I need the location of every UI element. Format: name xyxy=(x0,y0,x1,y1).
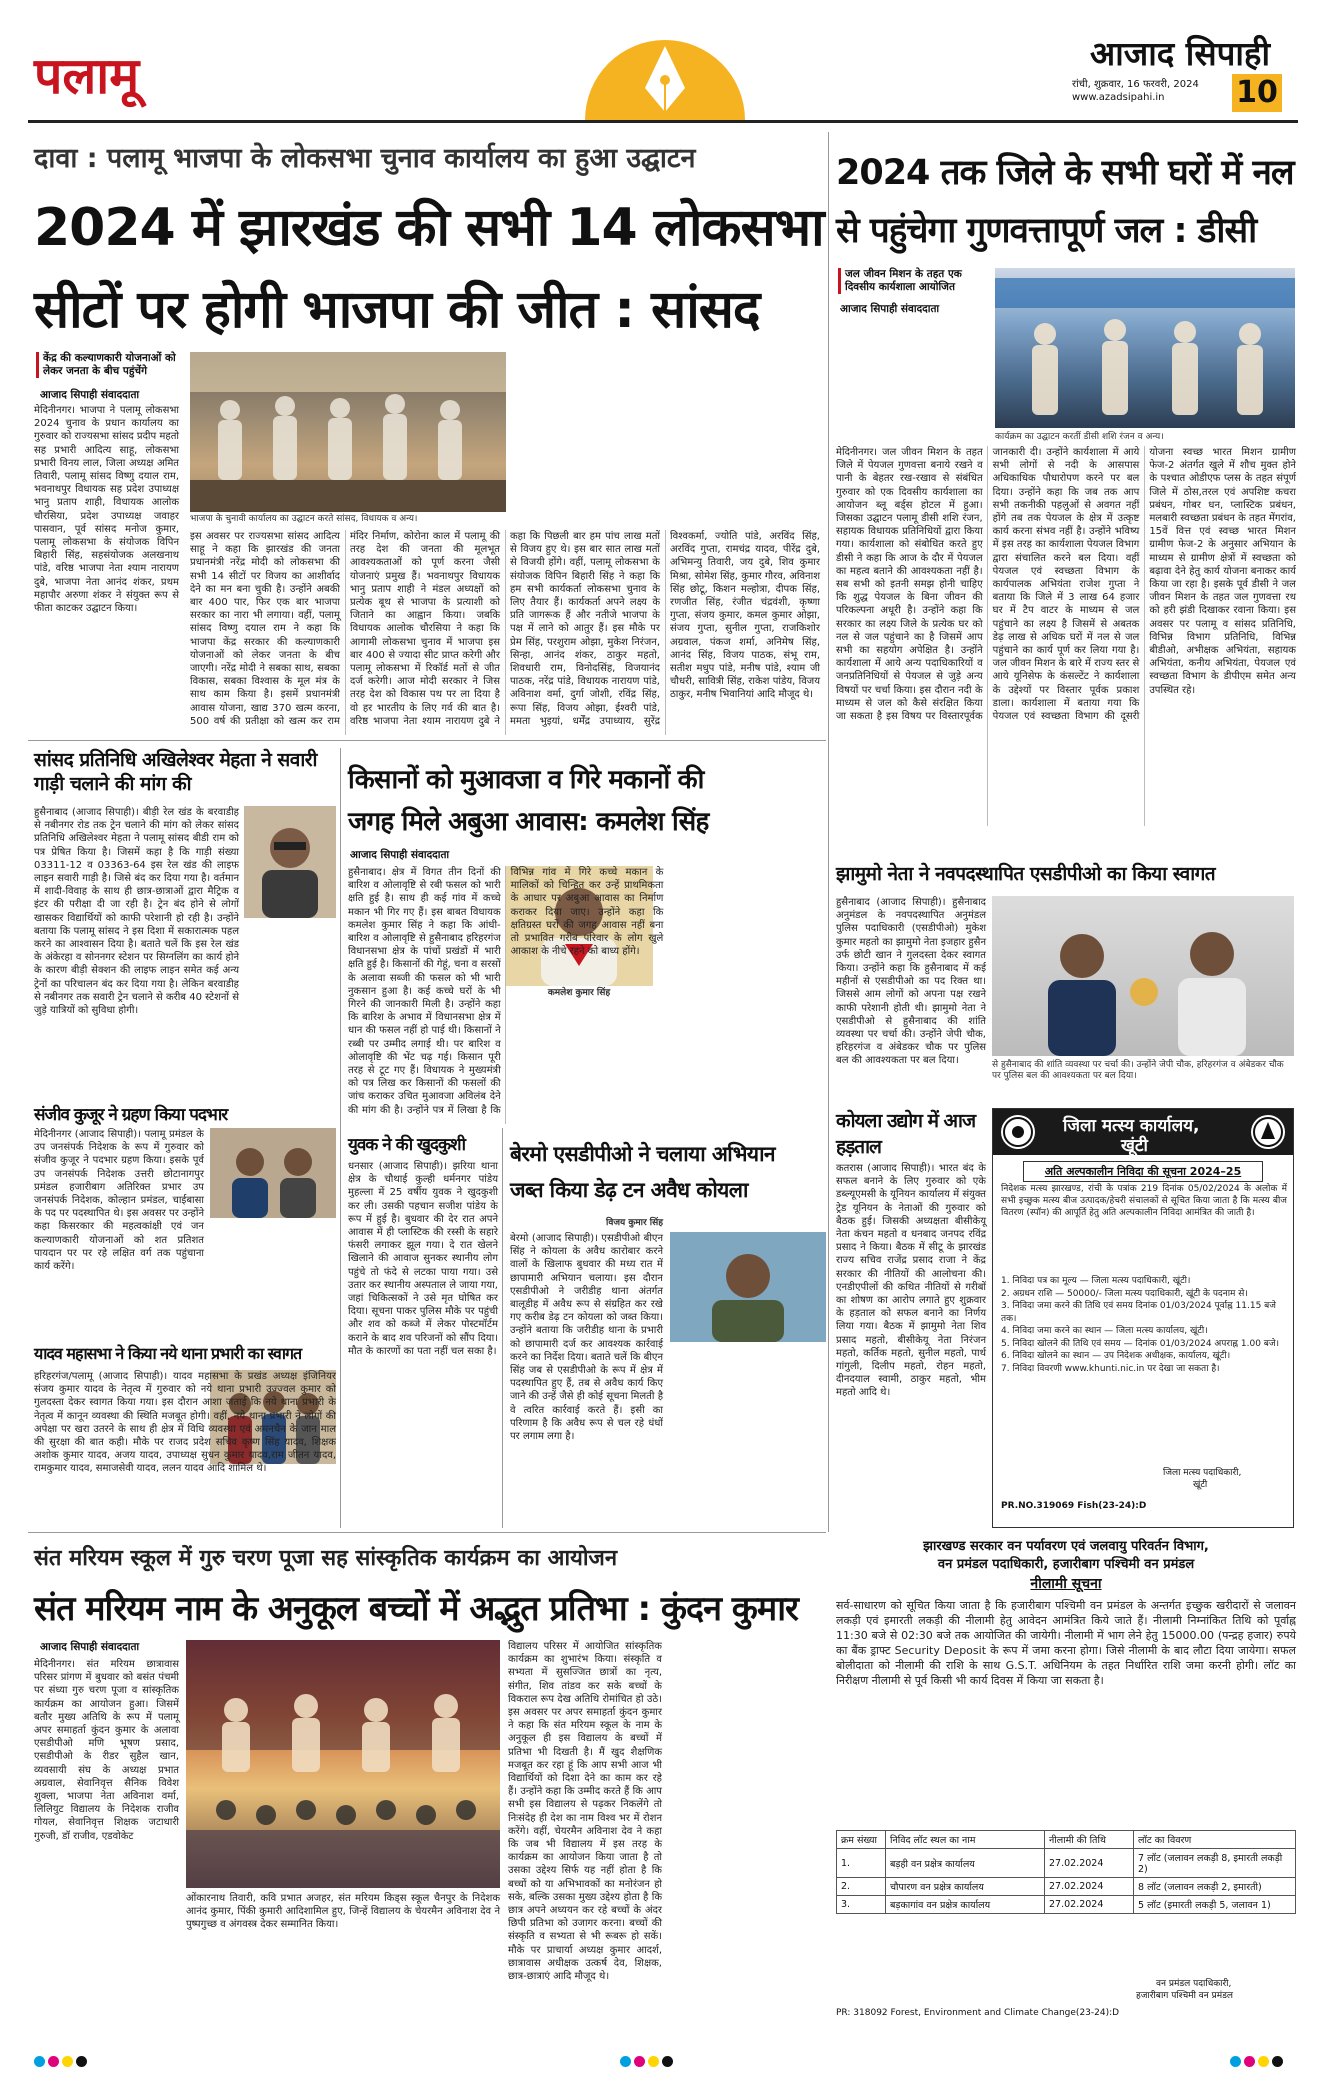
bermo-body: बेरमो (आजाद सिपाही)। एसडीपीओ बीएन सिंह ने कोयला के अवैध कारोबार करने वालों के खिलाफ बुधवार की मध्य रात में छापामारी अभियान चलाया। इस दौरान एसडीपीओ ने जरीडीह थाना अंतर्गत बालूडीह में अवैध रूप से संग्रहित कर रखे गए करीब डेढ़ टन कोयला को जब्त किया। उन्होंने बताया कि जरीडीह थाना के प्रभारी को छापामारी दर्ज कर आवश्यक कार्रवाई करने का निर्देश दिया। बताते चलें कि बीएन सिंह जब से एसडीपीओ के रूप में क्षेत्र में पदस्थापित हुए हैं, तब से अवैध कार्य किए जाने की उन्हें जैसे ही कोई सूचना मिलती है वे त्वरित कार्रवाई करते हैं। इसी का परिणाम है कि अवैध रूप से चल रहे धंधों पर लगाम लगा है। xyxy=(510,1233,663,1443)
table-row xyxy=(837,1896,1296,1914)
forest-signoff-2: हजारीबाग पश्चिमी वन प्रमंडल xyxy=(1136,1991,1234,2001)
fisheries-signoff-1: जिला मत्स्य पदाधिकारी, xyxy=(1163,1468,1242,1478)
lead-body-main: इस अवसर पर राज्यसभा सांसद आदित्य साहू ने कहा कि झारखंड की जनता प्रधानमंत्री नरेंद्र मोदी को लोकसभा की सभी 14 सीटों पर विजय का आशीर्वाद देने का मन बना चुकी है। उन्होंने अबकी बार 400 पार, फिर एक बार भाजपा सरकार का नारा भी लगाया। वहीं, पलामू सांसद विष्णु दयाल राम ने कहा कि भाजपा केंद्र सरकार की कल्याणकारी योजनाओं को लेकर जनता के बीच जाएगी। नरेंद्र मोदी ने सबका साथ, सबका विकास, सबका विश्वास के मूल मंत्र के साथ काम किया है। इसमें प्रधानमंत्री आवास योजना, खाद्य 370 खत्म करना, 500 वर्ष की प्रतीक्षा को खत्म कर राम मंदिर निर्माण, कोरोना काल में पलामू की तरह देश की जनता की मूलभूत आवश्यकताओं को पूर्ण करना जैसी योजनाएं प्रमुख हैं। भवनाथपुर विधायक भानु प्रताप शाही ने मंडल अध्यक्षों को प्रत्येक बूथ से भाजपा के प्रत्याशी को जिताने का आह्वान किया। जबकि विधायक आलोक चौरसिया ने कहा कि आगामी लोकसभा चुनाव में भाजपा इस बार 400 से ज्यादा सीट प्राप्त करेगी और पलामू लोकसभा में रिकॉर्ड मतों से जीत दर्ज करेगी। आज मोदी सरकार ने जिस तरह देश को विकास पथ पर ला दिया है वो हर भारतीय के लिए गर्व की बात है। वरिष्ठ भाजपा नेता श्याम नारायण दुबे ने कहा कि पिछली बार हम पांच लाख मतों से विजय हुए थे। इस बार सात लाख मतों से विजयी होंगे। वहीं, पलामू लोकसभा के संयोजक विपिन बिहारी सिंह ने कहा कि हम सभी कार्यकर्ता लोकसभा चुनाव के लिए तैयार हैं। कार्यकर्ता अपने लक्ष्य के प्रति जागरूक हैं और नतीजे भाजपा के पक्ष में लाने को आतुर हैं। इस मौके पर प्रेम सिंह, परशुराम ओझा, मुकेश निरंजन, सिन्हा, आनंद शंकर, ठाकुर महतो, शिवधारी राम, विनोदसिंह, विजयानंद पाठक, नरेंद्र पांडे, विधायक नारायण पांडे, अविनाश वर्मा, दुर्गा जोशी, रविंद्र सिंह, रूपा सिंह, विजय ओझा, ईश्वरी पांडे, ममता भुइयां, धर्मेंद्र उपाध्याय, सुरेंद्र विश्वकर्मा, ज्योति पांडे, अरविंद सिंह, अरविंद गुप्ता, रामचंद्र यादव, पीरेंद्र दुबे, अभिमन्यु तिवारी, जय दुबे, शिव कुमार मिश्रा, सोमेश सिंह, कुमार गौरव, अविनाश सिंह छोटू, किशन मल्होत्रा, दीपक सिंह, रणजीत सिंह, रंजीत चंद्रवंशी, कृष्णा गुप्ता, संजय कुमार, कमल कुमार ओझा, संजय गुप्ता, सुनील गुप्ता, राजकिशोर अग्रवाल, पंकज शर्मा, अनिमेष सिंह, आनंद सिंह, विजय पाठक, संभू राम, सतीश मधुप पांडे, मनीष पांडे, श्याम जी चौधरी, सावित्री सिंह, राकेश पांडेय, विजय ठाकुर, मनीष भिवानियां आदि मौजूद थे। xyxy=(190,531,820,727)
fisheries-item: 3. निविदा जमा करने की तिथि एवं समय दिनांक 01/03/2024 पूर्वाह्न 11.15 बजे तक। xyxy=(1001,1301,1276,1324)
fisheries-header xyxy=(993,1109,1293,1155)
lead-headline-1: 2024 में झारखंड की सभी 14 लोकसभा xyxy=(34,198,824,258)
forest-header-1: झारखण्ड सरकार वन पर्यावरण एवं जलवायु परिवर्तन विभाग, xyxy=(923,1539,1209,1554)
table-header: निविद लॉट स्थल का नाम xyxy=(886,1831,1045,1849)
lead-body-left: मेदिनीनगर। भाजपा ने पलामू लोकसभा 2024 चुनाव के प्रधान कार्यालय का गुरुवार को राज्यसभा सांसद प्रदीप महतो सह प्रभारी आदित्य साहू, लोकसभा प्रभारी विनय लाल, जिला अध्यक्ष अमित तिवारी, पलामू सांसद विष्णु दयाल राम, भवनाथपुर विधायक सह प्रदेश उपाध्यक्ष भानु प्रताप शाही, विधायक आलोक चौरसिया, प्रदेश उपाध्यक्ष जवाहर पासवान, पूर्व सांसद मनोज कुमार, पलामू लोकसभा के संयोजक विपिन बिहारी सिंह, सहसंयोजक अलखनाथ पांडे, वरिष्ठ भाजपा नेता श्याम नारायण दुबे, भाजपा नेता आनंद शंकर, प्रथम महापौर अरुणा शंकर ने संयुक्त रूप से फीता काटकर उद्घाटन किया। xyxy=(34,405,179,615)
lead-headline-2: सीटों पर होगी भाजपा की जीत : सांसद xyxy=(34,280,760,340)
water-sidebar: जल जीवन मिशन के तहत एक दिवसीय कार्यशाला आयोजित xyxy=(838,268,988,294)
khudkushi-headline: युवक ने की खुदकुशी xyxy=(348,1135,465,1155)
forest-notice xyxy=(836,1536,1296,2024)
website: www.azadsipahi.in xyxy=(1072,92,1165,103)
rail-body: हुसैनाबाद (आजाद सिपाही)। बीड़ी रेल खंड के बरवाडीह से नबीनगर रोड तक ट्रेन चलाने की मांग को लेकर सांसद प्रतिनिधि अखिलेश्वर मेहता ने पलामू सांसद बीडी राम को पत्र प्रेषित किया है। जिसमें कहा है कि गाड़ी संख्या 03311-12 व 03363-64 इस रेल खंड की लाइफ लाइन सवारी गाड़ी है। जिसे बंद कर दिया गया है। वर्तमान में शादी-विवाह के साथ ही छात्र-छात्राओं द्वारा मैट्रिक व इंटर की परीक्षा दी जा रही है। ट्रेन बंद होने से लोगों खासकर विद्यार्थियों को काफी परेशानी हो रही है। उन्होंने बताया कि पलामू सांसद ने इस दिशा में सकारात्मक पहल करने का आश्वासन दिया है। बताते चलें कि इस रेल खंड के अंकेरहा व सोननगर स्टेशन पर सिग्नलिंग का कार्य होने के कारण बीड़ी सेक्शन की लाइफ लाइन समेत कई अन्य ट्रेनों का परिचालन बंद कर दिया गया है। लेकिन बरवाडीह से नबीनगर तक सवारी ट्रेन चलाने से करीब 40 स्टेशनों से जुड़े यात्रियों को सुविधा होगी। xyxy=(34,807,239,1017)
kisan-headline-1: किसानों को मुआवजा व गिरे मकानों की xyxy=(348,765,704,795)
pen-nib-logo xyxy=(575,28,755,120)
forest-header-3: नीलामी सूचना xyxy=(1030,1576,1102,1592)
fisheries-office-1: जिला मत्स्य कार्यालय, xyxy=(1063,1116,1200,1136)
masthead-rule xyxy=(28,120,1298,123)
table-row xyxy=(837,1849,1296,1878)
fisheries-notice xyxy=(992,1108,1294,1528)
fisheries-item: 6. निविदा खोलने का स्थान — उप निदेशक अधीक्षक, कार्यालय, खूंटी। xyxy=(1001,1351,1231,1361)
khudkushi-body: धनसार (आजाद सिपाही)। झरिया थाना क्षेत्र के चौथाई कुल्ही धर्मनगर पांडेय मुहल्ला में 25 वर्षीय युवक ने खुदकुशी कर ली। उसकी पहचान सजीश पांडेय के रूप में हुई है। बुधवार की देर रात अपने आवास में ही प्लास्टिक की रस्सी के सहारे फंसरी लगाकर झूल गया। दे रात खेलने खिलाने की आवाज सुनकर स्थानीय लोग पहुंचे तो फंदे से लटका पाया गया। उसे उतार कर स्थानीय अस्पताल ले जाया गया, जहां चिकित्सकों ने उसे मृत घोषित कर दिया। सूचना पाकर पुलिस मौके पर पहुंची और शव को कब्जे में लेकर पोस्टमॉर्टम कराने के बाद शव परिजनों को सौंप दिया। मौत के कारणों का पता नहीं चल सका है। xyxy=(348,1161,498,1357)
water-photo-caption: कार्यक्रम का उद्घाटन करतीं डीसी शशि रंजन व अन्य। xyxy=(995,432,1164,442)
bermo-headline-2: जब्त किया डेढ़ टन अवैध कोयला xyxy=(510,1178,748,1202)
table-header: लॉट का विवरण xyxy=(1134,1831,1296,1849)
table-cell: 7 लॉट (जलावन लकड़ी 8, इमारती लकड़ी 2) xyxy=(1134,1849,1296,1878)
table-cell: 3. xyxy=(837,1896,886,1914)
forest-body: सर्व-साधारण को सूचित किया जाता है कि हजारीबाग पश्चिमी वन प्रमंडल के अन्तर्गत इच्छुक खरीदारों से जलावन लकड़ी एवं इमारती लकड़ी की नीलामी हेतु आवेदन आमंत्रित किये जाते हैं। नीलामी निम्नांकित तिथि को पूर्वाह्न 11:30 बजे से 02:30 बजे तक आयोजित की जायेगी। नीलामी में भाग लेने हेतु 15000.00 (पन्द्रह हजार) रुपये का बैंक ड्राफ्ट Security Deposit के रूप में जमा करना होगा। जिसे नीलामी के बाद लौटा दिया जायेगा। सफल बोलीदाता को नीलामी की राशि के साथ G.S.T. अधिनियम के तहत निर्धारित राशि जमा करनी होगी। लॉट का निरीक्षण नीलामी से पूर्व किसी भी कार्य दिवस में किया जा सकता है। xyxy=(836,1599,1296,1687)
table-cell: 27.02.2024 xyxy=(1045,1878,1134,1896)
water-body: मेदिनीनगर। जल जीवन मिशन के तहत जिले में पेयजल गुणवत्ता बनाये रखने व पानी के बेहतर रख-रखाव से संबंधित गुरुवार को एक दिवसीय कार्यशाला का आयोजन ब्लू बर्ड्स होटल में हुआ। जिसका उद्घाटन पलामू डीसी शशि रंजन, सहायक विधायक प्रतिनिधियों द्वारा किया गया। कार्यशाला को संबोधित करते हुए डीसी ने कहा कि आज के दौर में पेयजल का महत्व बताने की आवश्यकता नहीं है। सब सभी को इतनी समझ होनी चाहिए कि शुद्ध पेयजल के बिना जीवन की परिकल्पना अधूरी है। उन्होंने कहा कि सरकार का लक्ष्य जिले के प्रत्येक घर को नल से जल पहुंचाने का है जिसमें आप सभी का सहयोग अपेक्षित है। उन्होंने कार्यशाला में आये अन्य पदाधिकारियों व जनप्रतिनिधियों से पेयजल से जुड़े अन्य विषयों पर चर्चा किया। इस दौरान नदी के माध्यम से जल को कैसे संरक्षित किया जा सकता है इस विषय पर विस्तारपूर्वक जानकारी दी। उन्होंने कार्यशाला में आये सभी लोगों से नदी के आसपास अधिकाधिक पौधारोपण करने पर बल दिया। उन्होंने कहा कि जब तक आप सभी तकनीकी पहलुओं से अवगत नहीं होंगे तब तक पेयजल के क्षेत्र में उत्कृष्ट कार्य करना संभव नहीं है। उन्होंने भविष्य में इस तरह का कार्यशाला पेयजल विभाग द्वारा संचालित करने बल दिया। वहीं पेयजल एवं स्वच्छता विभाग के कार्यपालक अभियंता राजेश गुप्ता ने बताया कि जिले में 3 लाख 64 हजार घर में टैप वाटर के माध्यम से जल पहुंचाने का लक्ष्य है जिसमें से अबतक डेढ़ लाख से अधिक घरों में नल से जल पहुंचाने का कार्य पूर्ण कर लिया गया है। जल जीवन मिशन के बारे में राज्य स्तर से आये यूनिसेफ के कंसल्टेंट ने कार्यशाला के उद्देश्यों पर विस्तार पूर्वक प्रकाश डाला। कार्यशाला में बताया गया कि पेयजल एवं स्वच्छता विभाग की दूसरी योजना स्वच्छ भारत मिशन ग्रामीण फेज-2 अंतर्गत खुले में शौच मुक्त होने के पश्चात ओडीएफ प्लस के तहत संपूर्ण जिले में ठोस,तरल एवं अपशिष्ट कचरा प्रबंधन, गोबर धन, प्लास्टिक प्रबंधन, मलबारी स्वच्छता प्रबंधन के तहत मेंगरांव, 15वें वित्त एवं स्वच्छ भारत मिशन ग्रामीण फेज-2 के अनुसार अभियान के माध्यम से ग्रामीण क्षेत्रों में स्वच्छता को बढ़ावा देने हेतु कार्य योजना बनाकर कार्य किया जा रहा है। इसके पूर्व डीसी ने जल जीवन मिशन के तहत जल गुणवत्ता रथ को हरी झंडी दिखाकर रवाना किया। इस अवसर पर पलामू व सांसद प्रतिनिधि, विभिन्न विभाग प्रतिनिधि, विभिन्न बीडीओ, अभीक्षक अभियंता, सहायक अभियंता, कनीय अभियंता, पेयजल एवं स्वच्छता विभाग के डीपीएम समेत अन्य उपस्थित रहे। xyxy=(836,447,1296,723)
school-body-left: मेदिनीनगर। संत मरियम छात्रावास परिसर प्रांगण में बुधवार को बसंत पंचमी पर संध्या गुरु चरण पूजा व सांस्कृतिक कार्यक्रम का आयोजन हुआ। जिसमें बतौर मुख्य अतिथि के रूप में पलामू अपर समाहर्ता कुंदन कुमार के अलावा एसडीपीओ मणि भूषण प्रसाद, एसडीपीओ के रीडर सुहैल खान, व्यवसायी संघ के अध्यक्ष प्रभात अग्रवाल, सेवानिवृत्त सैनिक विवेश शुक्ला, भाजपा नेता अविनाश वर्मा, लिलियुट विद्यालय के निदेशक राजीव गोयल, सेवानिवृत्त शिक्षक जटाधारी गुरुजी, डॉ राजीव, एडवोकेट xyxy=(34,1659,179,1842)
water-byline: आजाद सिपाही संवाददाता xyxy=(840,303,940,315)
koyla-headline: कोयला उद्योग में आज हड़ताल xyxy=(836,1110,976,1158)
fisheries-intro: निदेशक मत्स्य झारखण्ड, रांची के पत्रांक 219 दिनांक 05/02/2024 के अलोक में सभी इच्छुक मत्स्य बीज उत्पादक/हेचरी संचालकों से सूचित किया जाता है कि मत्स्य बीज वितरण (स्पॉन) की आपूर्ति हेतु अति अल्पकालीन निविदा आमंत्रित की जाती है। xyxy=(1001,1184,1287,1218)
divider-mid xyxy=(502,1128,503,1528)
jmm-body: हुसैनाबाद (आजाद सिपाही)। हुसैनाबाद अनुमंडल के नवपदस्थापित अनुमंडल पुलिस पदाधिकारी (एसडीपीओ) मुकेश कुमार महतो का झामुमो नेता इजहार हुसैन उर्फ छोटी खान ने गुलदस्ता देकर स्वागत किया। उन्होंने कहा कि हुसैनाबाद में कई महीनों से एसडीपीओ का पद रिक्त था। जिससे आम लोगों को अपना पक्ष रखने काफी परेशानी होती थी। झामुमो नेता ने एसडीपीओ से हुसैनाबाद की शांति व्यवस्था पर चर्चा की। उन्होंने जेपी चौक, हरिहरगंज व अंबेडकर चौक पर पुलिस बल की आवश्यकता पर बल दिया। xyxy=(836,897,986,1067)
masthead xyxy=(0,0,1325,118)
kisan-byline: आजाद सिपाही संवाददाता xyxy=(350,849,450,861)
table-cell: 8 लॉट (जलावन लकड़ी 2, इमारती) xyxy=(1134,1878,1296,1896)
table-header-row xyxy=(837,1831,1296,1849)
fisheries-item: 7. निविदा विवरणी www.khunti.nic.in पर देखा जा सकता है। xyxy=(1001,1363,1220,1374)
lead-photo-caption: भाजपा के चुनावी कार्यालय का उद्घाटन करते सांसद, विधायक व अन्य। xyxy=(190,514,418,524)
table-cell: 5 लॉट (इमारती लकड़ी 5, जलावन 1) xyxy=(1134,1896,1296,1914)
column-divider xyxy=(828,132,829,1532)
forest-header-2: वन प्रमंडल पदाधिकारी, हजारीबाग पश्चिमी वन प्रमंडल xyxy=(937,1557,1195,1572)
table-cell: 1. xyxy=(837,1849,886,1878)
thana-body: हरिहरगंज/पलामू (आजाद सिपाही)। यादव महासभा के प्रखंड अध्यक्ष इंजिनियर संजय कुमार यादव के नेतृत्व में गुरुवार को नये थाना प्रभारी उज्ज्वल कुमार को गुलदस्ता देकर स्वागत किया गया। इस दौरान आशा जताई कि नये थाना प्रभारी के नेतृत्व में कानून व्यवस्था की स्थिति मजबूत होगी। वहीं, नये थाना प्रभारी ने लोगों की अपेक्षा पर खरा उतरने के साथ ही क्षेत्र में विधि व्यवस्था एवं अमनचैन के जान माल की सुरक्षा की बात कही। मौके पर राजद प्रदेश सचिव कृष्ण सिंह यादव, शिक्षक अशोक कुमार यादव, अजय यादव, उपाध्यक्ष सुधन कुमार यादव,राम जीतन यादव, रामकुमार यादव, समाजसेवी यादव, ललन यादव आदि शामिल थे। xyxy=(34,1371,336,1475)
water-headline-1: 2024 तक जिले के सभी घरों में नल xyxy=(836,153,1294,193)
table-cell: चौपारण वन प्रक्षेत्र कार्यालय xyxy=(886,1878,1045,1896)
school-byline: आजाद सिपाही संवाददाता xyxy=(40,1641,140,1653)
section-divider-school xyxy=(28,1532,826,1533)
fisheries-title: अति अल्पकालीन निविदा की सूचना 2024–25 xyxy=(1023,1161,1263,1182)
bermo-photo-label: विजय कुमार सिंह xyxy=(606,1218,663,1228)
forest-pr-no: PR: 318092 Forest, Environment and Climate Change(23-24):D xyxy=(836,2008,1120,2018)
footer-color-dots-left xyxy=(34,2052,90,2071)
kujur-photo xyxy=(210,1128,336,1218)
dateline: रांची, शुक्रवार, 16 फरवरी, 2024 xyxy=(1072,79,1199,90)
rail-headline: सांसद प्रतिनिधि अखिलेश्वर मेहता ने सवारी गाड़ी चलाने की मांग की xyxy=(34,749,317,795)
lead-byline: आजाद सिपाही संवाददाता xyxy=(40,389,140,401)
school-photo xyxy=(186,1640,500,1888)
paper-name: आजाद सिपाही xyxy=(1090,34,1270,73)
forest-signoff-1: वन प्रमंडल पदाधिकारी, xyxy=(1156,1979,1232,1989)
bermo-headline-1: बेरमो एसडीपीओ ने चलाया अभियान xyxy=(510,1142,775,1166)
rail-photo xyxy=(244,806,336,918)
section-title: पलामू xyxy=(34,46,140,105)
water-headline-2: से पहुंचेगा गुणवत्तापूर्ण जल : डीसी xyxy=(836,211,1257,251)
page-number: 10 xyxy=(1232,74,1282,112)
lead-photo xyxy=(190,352,506,512)
school-body-right: विद्यालय परिसर में आयोजित सांस्कृतिक कार्यक्रम का शुभारंभ किया। संस्कृति व सभ्यता में सुसज्जित छात्रों का नृत्य, संगीत, शिव तांडव कर सके बच्चों के विकराल रूप देख अतिथि रोमांचित हो उठे। इस अवसर पर अपर समाहर्ता कुंदन कुमार ने कहा कि संत मरियम स्कूल के नाम के अनुकूल ही इस विद्यालय के बच्चों में प्रतिभा भी दिखती है। मैं खुद शैक्षणिक मजबूत कर रहा हूं कि आप सभी आज भी विद्यार्थियों को दिशा देने का काम कर रहे हैं। उन्होंने कहा कि उम्मीद करते हैं कि आप सभी इस विद्यालय से पढ़कर निकलेंगे तो निःसंदेह ही देश का नाम विश्व भर में रोशन करेंगे। वहीं, चेयरमैन अविनाश देव ने कहा कि जब भी विद्यालय में इस तरह के कार्यक्रम का आयोजन किया जाता है तो उसका उद्देश्य सिर्फ यह नहीं होता है कि बच्चों को या अभिभावकों का मनोरंजन हो सके, बल्कि उसका मुख्य उद्देश्य होता है कि छात्र अपने अध्ययन कर रहे बच्चों के अंदर छिपी प्रतिभा को उजागर करना। बच्चों की संस्कृति व सभ्यता से भी रूबरू हो सकें। मौके पर प्राचार्या अध्यक्ष कुमार आदर्श, छात्रावास अधीक्षक उत्कर्ष देव, शिक्षक, छात्र-छात्राएं आदि मौजूद थे। xyxy=(508,1641,662,1983)
emblem-icon xyxy=(1001,1115,1035,1149)
section-divider xyxy=(28,740,826,741)
fisheries-items xyxy=(1001,1275,1287,1461)
table-cell: बड़ही वन प्रक्षेत्र कार्यालय xyxy=(886,1849,1045,1878)
fisheries-item: 1. निविदा पत्र का मूल्य — जिला मत्स्य पदाधिकारी, खूंटी। xyxy=(1001,1276,1191,1286)
table-cell: 27.02.2024 xyxy=(1045,1896,1134,1914)
jmm-headline: झामुमो नेता ने नवपदस्थापित एसडीपीओ का किया स्वागत xyxy=(836,863,1216,885)
school-kicker: संत मरियम स्कूल में गुरु चरण पूजा सह सांस्कृतिक कार्यक्रम का आयोजन xyxy=(34,1546,618,1571)
kisan-photo-label: कमलेश कुमार सिंह xyxy=(547,988,611,998)
table-row xyxy=(837,1878,1296,1896)
table-cell: 27.02.2024 xyxy=(1045,1849,1134,1878)
table-header: नीलामी की तिथि xyxy=(1045,1831,1134,1849)
thana-headline: यादव महासभा ने किया नये थाना प्रभारी का स्वागत xyxy=(34,1344,302,1363)
fisheries-office-2: खूंटी xyxy=(1121,1136,1148,1156)
fisheries-item: 5. निविदा खोलने की तिथि एवं समय — दिनांक 01/03/2024 अपराह्न 1.00 बजे। xyxy=(1001,1338,1280,1349)
kisan-body: हुसैनाबाद। क्षेत्र में विगत तीन दिनों की बारिश व ओलावृष्टि से रबी फसल को भारी क्षति हुई है। साथ ही कई गांव में कच्चे मकान भी गिर गए हैं। इस बाबत विधायक कमलेश कुमार सिंह ने कहा कि आंधी-बारिश व ओलावृष्टि से हुसैनाबाद हरिहरगंज विधानसभा क्षेत्र के पांचों प्रखंडों में भारी क्षति हुई है। किसानों की गेहूं, चना व सरसों के अलावा सब्जी की फसल को भी भारी नुकसान हुआ है। कई कच्चे घरों के भी गिरने की जानकारी मिली है। उन्होंने कहा कि बारिश के अभाव में विधानसभा क्षेत्र में धान की फसल नहीं हो पाई थी। किसानों ने रब्बी पर उम्मीद लगाई थी। पर बारिश व ओलावृष्टि की भेंट चढ़ गई। किसान पूरी तरह से टूट गए हैं। विधायक ने मुख्यमंत्री को पत्र लिख कर किसानों की फसलों की जांच कराकर उचित मुआवजा अविलंब देने की मांग की है। उन्होंने पत्र में लिखा है कि विभिन्न गांव में गिरे कच्चे मकान के मालिकों को चिन्हित कर उन्हें प्राथमिकता के आधार पर अबुआ आवास का निर्माण कराकर दिया जाए। उन्होंने कहा कि क्षतिग्रस्त घरों की जगह आवास नहीं बना तो प्रभावित गरीब परिवार के लोग खुले आकाश के नीचे रहने को बाध्य होंगे। xyxy=(348,867,664,1116)
school-photo-caption: ओंकारनाथ तिवारी, कवि प्रभात अजहर, संत मरियम किड्स स्कूल चैनपुर के निदेशक आनंद कुमार, पिंकी कुमारी आदिशामिल हुए, जिन्हें विद्यालय के चेयरमैन अविनाश देव ने पुष्पगुच्छ व अंगवस्त्र देकर सम्मानित किया। xyxy=(186,1893,500,1931)
kujur-headline: संजीव कुजूर ने ग्रहण किया पदभार xyxy=(34,1105,228,1125)
forest-table xyxy=(836,1830,1296,1914)
kisan-headline-2: जगह मिले अबुआ आवास: कमलेश सिंह xyxy=(348,807,709,837)
lead-kicker: दावा : पलामू भाजपा के लोकसभा चुनाव कार्यालय का हुआ उद्घाटन xyxy=(34,143,696,174)
fisheries-item: 4. निविदा जमा करने का स्थान — जिला मत्स्य कार्यालय, खूंटी। xyxy=(1001,1326,1208,1336)
divider-left-col xyxy=(340,748,341,1528)
rail-body-cont xyxy=(34,936,336,994)
table-cell: बड़कागांव वन प्रक्षेत्र कार्यालय xyxy=(886,1896,1045,1914)
table-cell: 2. xyxy=(837,1878,886,1896)
school-headline: संत मरियम नाम के अनुकूल बच्चों में अद्भुत प्रतिभा : कुंदन कुमार xyxy=(34,1589,798,1629)
fisheries-pr-no: PR.NO.319069 Fish(23-24):D xyxy=(1001,1501,1147,1511)
water-photo xyxy=(995,268,1295,428)
emblem-icon-right xyxy=(1251,1115,1285,1149)
lead-sidebar: केंद्र की कल्याणकारी योजनाओं को लेकर जनता के बीच पहुंचेंगे xyxy=(36,352,176,378)
koyla-body: कतरास (आजाद सिपाही)। भारत बंद के सफल बनाने के लिए गुरुवार को एके डब्ल्यूएमसी के यूनियन कार्यालय में संयुक्त ट्रेड यूनियन के नेताओं की गुरुवार को बैठक हुई। जिसकी अध्यक्षता बीसीकेयू नेता कंचन महतो व धनबाद जनपद रविंद्र प्रसाद ने किया। बैठक में सीटू के झारखंड राज्य सचिव राजेंद्र प्रसाद राजा ने केंद्र सरकार की नीतियों की आलोचना की। एनडीएपीलों की कथित नीतियों से गरीबों का शोषण का आरोप लगाते हुए शुक्रवार के हड़ताल को सफल बनाने का निर्णय लिया गया। बैठक में झामुमो नेता शिव प्रसाद महतो, बीसीकेयू नेता निरंजन महतो, कर्तिक महतो, सुनील महतो, पार्थ गांगुली, दिलीप महतो, रोहन महतो, दीनदयाल स्वामी, ठाकुर महतो, भीम महतो आदि थे। xyxy=(836,1163,986,1399)
jmm-photo-caption: से हुसैनाबाद की शांति व्यवस्था पर चर्चा की। उन्होंने जेपी चौक, हरिहरगंज व अंबेडकर चौक पर पुलिस बल की आवश्यकता पर बल दिया। xyxy=(992,1060,1284,1081)
jmm-photo xyxy=(992,896,1294,1056)
fisheries-item: 2. अग्रधन राशि — 50000/- जिला मत्स्य पदाधिकारी, खूंटी के पदनाम से। xyxy=(1001,1288,1248,1299)
footer-color-dots-center xyxy=(620,2052,676,2071)
footer-color-dots-right xyxy=(1230,2052,1286,2071)
fisheries-signoff-2: खूंटी xyxy=(1193,1480,1208,1490)
table-header: क्रम संख्या xyxy=(837,1831,886,1849)
kujur-body: मेदिनीनगर (आजाद सिपाही)। पलामू प्रमंडल के उप जनसंपर्क निदेशक के रूप में गुरुवार को संजीव कुजूर ने पदभार ग्रहण किया। इसके पूर्व उप जनसंपर्क निदेशक उत्तरी छोटानागपुर प्रमंडल हजारीबाग अतिरिक्त प्रभार उप जनसंपर्क निदेशक, कोल्हान प्रमंडल, चाईबासा के पद पर पदस्थापित थे। इस अवसर पर उन्होंने कहा किसरकार की महत्वकांक्षी एवं जन कल्याणकारी योजनाओं को शत प्रतिशत पायदान पर पर रहे लक्षित वर्ग तक पहुंचाना कार्य करेंगे। xyxy=(34,1129,204,1273)
